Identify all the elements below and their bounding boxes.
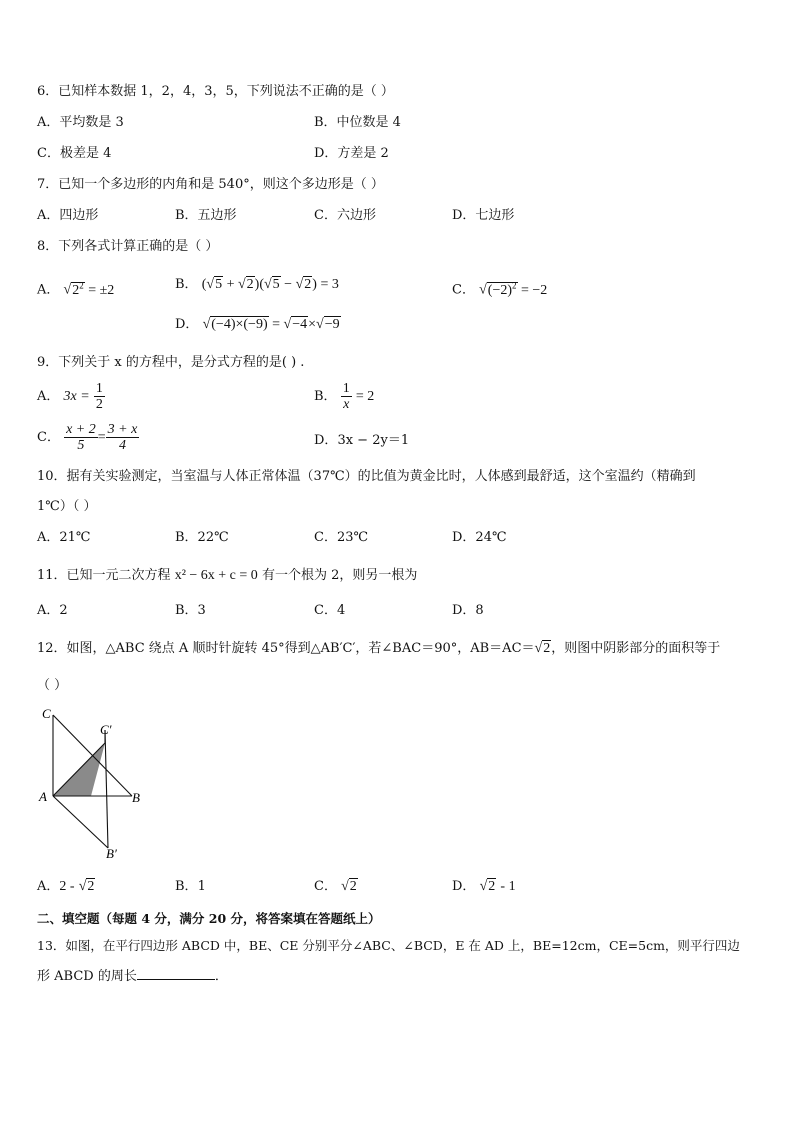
q8-option-b-math: (√5 + √2)(√5 − √2) = 3 bbox=[201, 277, 339, 292]
q12-stem-post: ，则图中阴影部分的面积等于 bbox=[551, 641, 721, 656]
segment-ab-prime bbox=[53, 796, 108, 848]
q9-option-a-left: 3x = bbox=[63, 389, 90, 404]
label-c: C bbox=[42, 706, 51, 721]
q8-option-b-label: B． bbox=[175, 277, 198, 292]
q9-option-c-frac1: $\frac{x + 2}{5}$ bbox=[66, 422, 96, 453]
q11-option-b: B．3 bbox=[175, 603, 206, 618]
q6-stem: 6．已知样本数据 1，2，4，3，5，下列说法不正确的是（ ） bbox=[37, 84, 394, 99]
answer-blank[interactable] bbox=[137, 967, 215, 980]
q9-option-a bbox=[37, 381, 105, 412]
q8-option-c-rhs: = −2 bbox=[521, 282, 548, 298]
q9-option-b-frac: $\frac{1}{x}$ bbox=[342, 381, 350, 412]
section-title: 二、填空题（每题 4 分，满分 20 分，将答案填在答题纸上） bbox=[37, 911, 381, 926]
q8-stem: 8．下列各式计算正确的是（ ） bbox=[37, 239, 219, 254]
q12-option-d-label: D． bbox=[452, 879, 476, 894]
q11-option-a: A．2 bbox=[37, 603, 68, 618]
q12-option-a-pre: 2 - bbox=[59, 879, 75, 894]
q8-option-a bbox=[37, 276, 114, 300]
q10-option-d: D．24℃ bbox=[452, 530, 507, 545]
q9-option-d-label: D． bbox=[314, 433, 338, 448]
label-b-prime: B′ bbox=[106, 846, 117, 861]
q10-option-a: A．21℃ bbox=[37, 530, 91, 545]
q12-option-d bbox=[452, 878, 516, 896]
q10-option-c: C．23℃ bbox=[314, 530, 369, 545]
sqrt-icon: √2 bbox=[341, 879, 357, 894]
q12-option-c-label: C． bbox=[314, 879, 337, 894]
q6-option-d: D．方差是 2 bbox=[314, 146, 389, 161]
q9-option-d-text: 3x − 2y＝1 bbox=[337, 433, 410, 448]
q11-stem bbox=[37, 567, 417, 585]
q6-option-c: C．极差是 4 bbox=[37, 146, 112, 161]
label-c-prime: C′ bbox=[100, 722, 112, 737]
q11-option-c: C．4 bbox=[314, 603, 346, 618]
q13-line2-pre: 形 ABCD 的周长 bbox=[37, 969, 137, 984]
q9-option-c bbox=[37, 422, 139, 453]
sqrt-icon: $√2^2$ bbox=[63, 280, 84, 298]
q8-option-d-label: D． bbox=[175, 317, 199, 332]
q7-option-d: D．七边形 bbox=[452, 208, 515, 223]
q11-option-d: D．8 bbox=[452, 603, 484, 618]
q9-stem: 9．下列关于 x 的方程中，是分式方程的是( ) . bbox=[37, 355, 305, 370]
q9-option-c-eq: = bbox=[97, 430, 106, 445]
q8-option-d-times: × bbox=[308, 317, 317, 332]
q12-option-c bbox=[314, 878, 358, 896]
q12-option-d-post: - 1 bbox=[500, 879, 516, 894]
q11-stem-post: 有一个根为 2，则另一根为 bbox=[261, 568, 418, 583]
q8-option-a-rhs: = ±2 bbox=[88, 282, 115, 298]
q7-option-a: A．四边形 bbox=[37, 208, 99, 223]
q8-option-a-label: A． bbox=[37, 282, 60, 298]
q8-option-c-math: $√(-2)^2 = -2$ bbox=[479, 280, 548, 298]
q9-option-b bbox=[314, 381, 374, 412]
q11-equation: x² − 6x + c = 0 bbox=[174, 568, 258, 583]
q8-option-d bbox=[175, 316, 341, 334]
q9-option-b-label: B． bbox=[314, 389, 337, 404]
q13-line1: 13．如图，在平行四边形 ABCD 中，BE、CE 分别平分∠ABC、∠BCD，E 在 AD 上，BE=12cm，CE=5cm，则平行四边 bbox=[37, 938, 740, 953]
sqrt-icon: √2 bbox=[534, 641, 551, 656]
q12-option-b-text: 1 bbox=[197, 879, 206, 894]
q7-option-c: C．六边形 bbox=[314, 208, 376, 223]
q8-option-d-r2: −9 bbox=[324, 317, 340, 332]
q10-stem-line2: 1℃）（ ） bbox=[37, 499, 97, 514]
q8-option-d-eq: = bbox=[272, 317, 281, 332]
segment-b-prime-c-prime bbox=[105, 730, 108, 848]
q6-option-b: B．中位数是 4 bbox=[314, 115, 401, 130]
q13-line2 bbox=[37, 967, 228, 986]
sqrt-icon: √2 bbox=[78, 879, 95, 894]
q8-option-a-math bbox=[63, 280, 115, 298]
q8-option-b-rhs: = 3 bbox=[320, 277, 339, 292]
q9-option-b-rhs: = 2 bbox=[355, 389, 375, 404]
q12-option-a-label: A． bbox=[37, 879, 60, 894]
q8-option-d-math: √(−4)×(−9) = √−4×√−9 bbox=[202, 317, 340, 332]
q12-figure bbox=[36, 704, 156, 864]
q12-stem-pre: 12．如图，△ABC 绕点 A 顺时针旋转 45°得到△AB′C′，若∠BAC＝90°，AB＝AC＝ bbox=[37, 641, 535, 656]
sqrt-icon: √2 bbox=[479, 879, 496, 894]
q11-stem-pre: 11．已知一元二次方程 bbox=[37, 568, 171, 583]
q12-stem-line2: （ ） bbox=[37, 678, 68, 693]
label-a: A bbox=[39, 789, 47, 804]
q12-stem bbox=[37, 640, 720, 658]
q9-option-a-label: A． bbox=[37, 389, 60, 404]
q7-option-b: B．五边形 bbox=[175, 208, 237, 223]
q10-stem-line1: 10．据有关实验测定，当室温与人体正常体温（37℃）的比值为黄金比时，人体感到最舒适，这个室温约（精确到 bbox=[37, 469, 696, 484]
q9-option-c-label: C． bbox=[37, 430, 60, 445]
q9-option-d bbox=[314, 432, 409, 450]
q12-option-b bbox=[175, 878, 206, 896]
q8-option-d-expr: (−4)×(−9) bbox=[211, 317, 268, 332]
q8-option-b bbox=[175, 276, 339, 294]
label-b: B bbox=[132, 790, 140, 805]
q9-option-c-frac2: $\frac{3 + x}{4}$ bbox=[107, 422, 138, 453]
q12-option-a bbox=[37, 878, 95, 896]
q9-option-a-frac: $\frac{1}{2}$ bbox=[95, 381, 103, 412]
q8-option-c bbox=[452, 276, 547, 300]
q6-option-a: A．平均数是 3 bbox=[37, 115, 124, 130]
q13-line2-post: ． bbox=[214, 969, 228, 984]
q7-stem: 7．已知一个多边形的内角和是 540°，则这个多边形是（ ） bbox=[37, 177, 384, 192]
q10-option-b: B．22℃ bbox=[175, 530, 229, 545]
q12-option-b-label: B． bbox=[175, 879, 198, 894]
q8-option-c-label: C． bbox=[452, 282, 475, 298]
q8-option-d-r1: −4 bbox=[292, 317, 308, 332]
